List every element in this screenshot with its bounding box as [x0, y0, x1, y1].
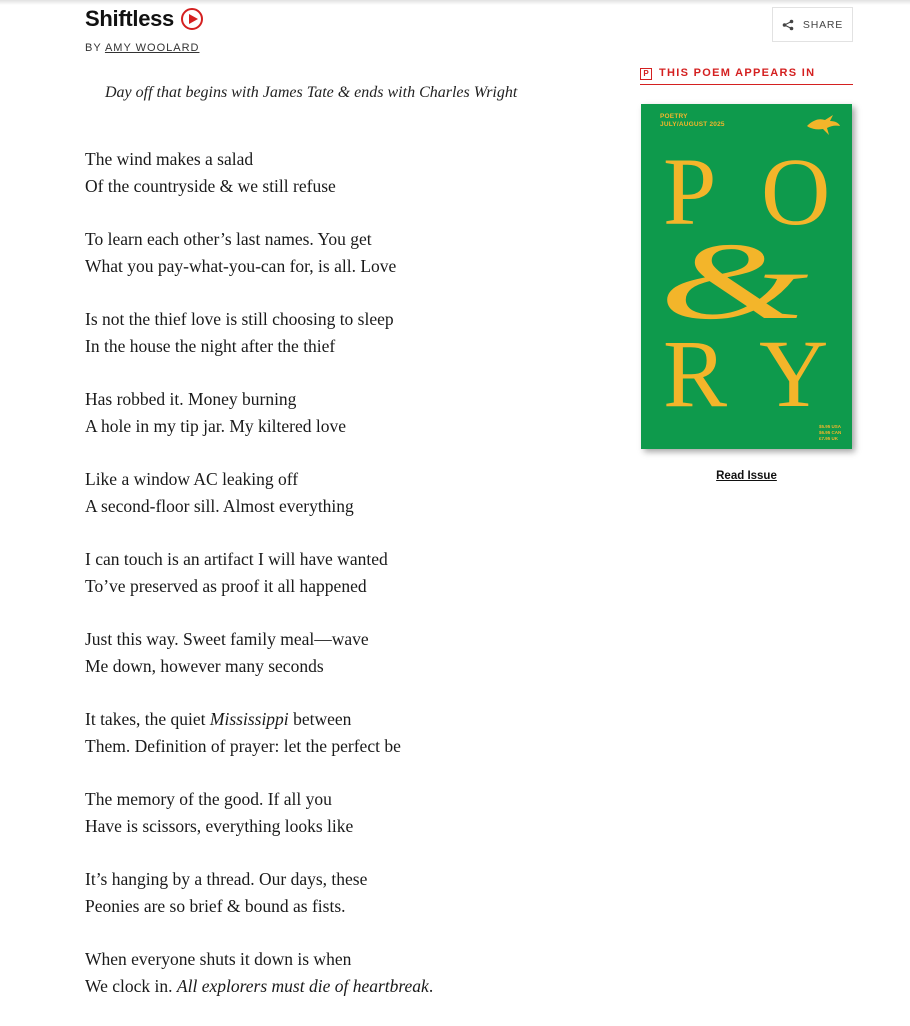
line-text: .	[428, 976, 434, 996]
cover-title-small: POETRY	[660, 113, 688, 120]
share-button[interactable]	[772, 7, 853, 42]
poem-line: Them. Definition of prayer: let the perfect be	[85, 736, 401, 756]
stanza	[85, 306, 433, 360]
cover-price-can: $6.95 CAN	[819, 429, 842, 435]
poem-line: I can touch is an artifact I will have wanted	[85, 549, 388, 569]
stanza	[85, 146, 433, 200]
page-title: Shiftless	[85, 6, 174, 31]
share-label: SHARE	[802, 18, 844, 31]
poem-line: The wind makes a salad	[85, 149, 254, 169]
cover-letter-p: P	[663, 138, 717, 245]
poem-line: The memory of the good. If all you	[85, 789, 332, 809]
poem-line: A hole in my tip jar. My kiltered love	[85, 416, 347, 436]
poem-line	[85, 973, 433, 1000]
line-text: It takes, the quiet	[85, 709, 210, 729]
byline	[85, 42, 199, 54]
poem-line: Just this way. Sweet family meal—wave	[85, 629, 369, 649]
poem-line: Me down, however many seconds	[85, 656, 324, 676]
cover-letter-y: Y	[759, 320, 829, 427]
cover-price	[819, 424, 841, 442]
appears-in-header	[640, 67, 853, 85]
stanza	[85, 946, 433, 1000]
cover-ampersand: &	[659, 220, 809, 342]
stanza	[85, 866, 433, 920]
stanza	[85, 626, 433, 680]
stanza	[85, 226, 433, 280]
cover-letter-r: R	[663, 320, 728, 427]
cover-price-uk: £7.95 UK	[819, 435, 839, 441]
bird-icon	[805, 114, 841, 136]
issue-cover[interactable]	[641, 104, 852, 449]
poem-line: Has robbed it. Money burning	[85, 389, 297, 409]
share-icon	[782, 19, 794, 31]
poem-body	[85, 146, 433, 1026]
p-logo-icon: P	[640, 68, 652, 80]
line-text: between	[288, 709, 352, 729]
poem-line: Peonies are so brief & bound as fists.	[85, 896, 346, 916]
poem-line	[85, 706, 433, 733]
play-audio-button[interactable]	[181, 8, 203, 30]
stanza	[85, 706, 433, 760]
poem-line: To learn each other’s last names. You get	[85, 229, 372, 249]
poem-line: Like a window AC leaking off	[85, 469, 299, 489]
poem-line: What you pay-what-you-can for, is all. Love	[85, 256, 397, 276]
line-italic-text: All explorers must die of heartbreak	[176, 976, 429, 996]
line-text: We clock in.	[85, 976, 177, 996]
stanza	[85, 386, 433, 440]
poem-line: It’s hanging by a thread. Our days, these	[85, 869, 368, 889]
poem-line: A second-floor sill. Almost everything	[85, 496, 354, 516]
appears-in-label: THIS POEM APPEARS IN	[659, 67, 816, 79]
cover-price-usa: $5.95 USA	[819, 424, 842, 429]
poem-line: When everyone shuts it down is when	[85, 949, 352, 969]
top-shadow	[0, 0, 910, 5]
author-link[interactable]: AMY WOOLARD	[104, 42, 200, 54]
read-issue-link[interactable]: Read Issue	[716, 470, 777, 482]
poem-line: To’ve preserved as proof it all happened	[85, 576, 367, 596]
poem-line: In the house the night after the thief	[85, 336, 336, 356]
poem-line: Is not the thief love is still choosing to sleep	[85, 309, 394, 329]
poem-line: Of the countryside & we still refuse	[85, 176, 336, 196]
title-row	[85, 6, 203, 32]
byline-prefix: BY	[85, 42, 102, 54]
stanza	[85, 786, 433, 840]
stanza	[85, 466, 433, 520]
epigraph: Day off that begins with James Tate & ends with Charles Wright	[105, 84, 518, 101]
stanza	[85, 546, 433, 600]
poem-line: Have is scissors, everything looks like	[85, 816, 354, 836]
line-italic-text: Mississippi	[209, 709, 289, 729]
cover-letter-o: O	[761, 138, 831, 245]
cover-masthead	[660, 113, 725, 129]
cover-issue-date: JULY/AUGUST 2025	[660, 121, 725, 129]
play-icon	[189, 14, 198, 24]
